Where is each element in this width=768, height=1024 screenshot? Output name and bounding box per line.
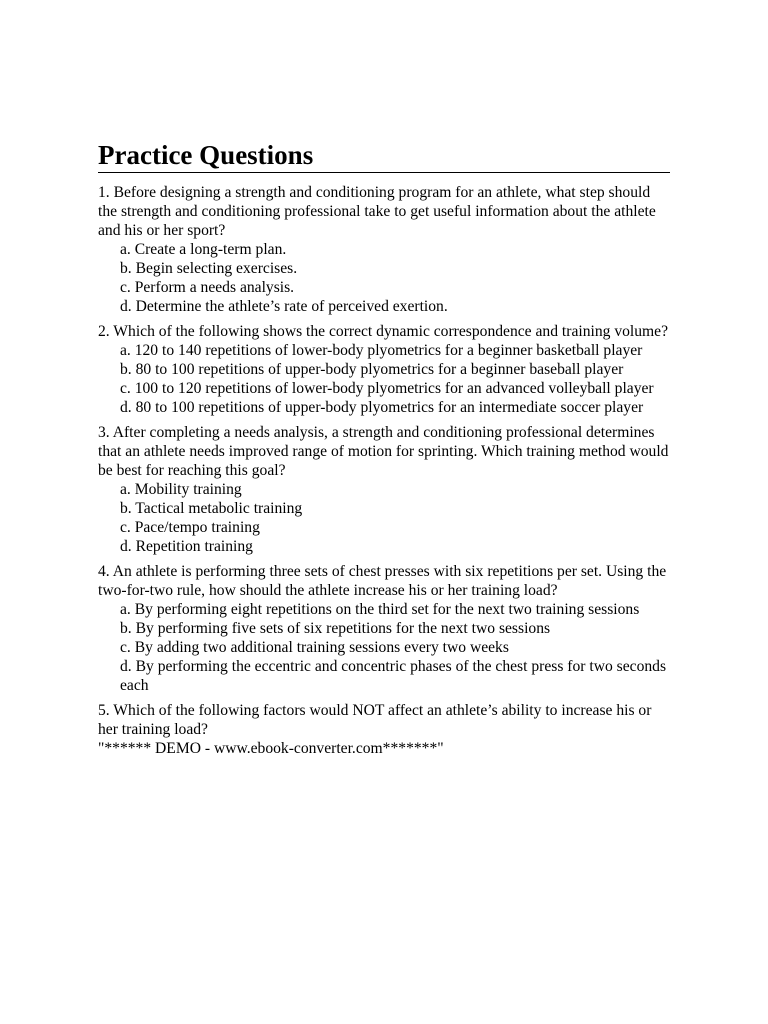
option-c: c. By adding two additional training sessions every two weeks	[120, 639, 509, 656]
option-d: d. Repetition training	[120, 538, 253, 555]
question-text: 3. After completing a needs analysis, a strength and conditioning professional determines that an athlete needs improved range of motion for sprinting. Which training method would be best for reaching this goal?	[98, 424, 669, 479]
option-d: d. Determine the athlete’s rate of perceived exertion.	[120, 298, 448, 315]
option-d: d. 80 to 100 repetitions of upper-body plyometrics for an intermediate soccer player	[120, 399, 644, 416]
option-a: a. Mobility training	[120, 481, 242, 498]
option-b: b. 80 to 100 repetitions of upper-body plyometrics for a beginner baseball player	[120, 361, 624, 378]
page-title: Practice Questions	[98, 140, 670, 173]
option-c: c. 100 to 120 repetitions of lower-body plyometrics for an advanced volleyball player	[120, 380, 654, 397]
option-c: c. Perform a needs analysis.	[120, 279, 295, 296]
option-d: d. By performing the eccentric and concentric phases of the chest press for two seconds each	[120, 658, 667, 694]
question-3	[98, 423, 670, 556]
option-list	[98, 480, 670, 556]
option-list	[98, 341, 670, 417]
question-1	[98, 183, 670, 316]
question-text: 5. Which of the following factors would NOT affect an athlete’s ability to increase his or her training load?	[98, 702, 652, 738]
option-c: c. Pace/tempo training	[120, 519, 260, 536]
question-text: 4. An athlete is performing three sets of chest presses with six repetitions per set. Using the two-for-two rule, how should the athlete increase his or her training load?	[98, 563, 667, 599]
option-b: b. Tactical metabolic training	[120, 500, 303, 517]
option-a: a. 120 to 140 repetitions of lower-body plyometrics for a beginner basketball player	[120, 342, 643, 359]
question-2	[98, 322, 670, 417]
demo-watermark-text: "****** DEMO - www.ebook-converter.com*******"	[98, 740, 444, 757]
question-list	[98, 183, 670, 758]
question-5	[98, 701, 670, 739]
option-list	[98, 600, 670, 695]
option-a: a. Create a long-term plan.	[120, 241, 287, 258]
option-a: a. By performing eight repetitions on the third set for the next two training sessions	[120, 601, 640, 618]
question-text: 2. Which of the following shows the correct dynamic correspondence and training volume?	[98, 323, 669, 340]
question-4	[98, 562, 670, 695]
option-b: b. By performing five sets of six repetitions for the next two sessions	[120, 620, 551, 637]
question-text: 1. Before designing a strength and conditioning program for an athlete, what step should the strength and conditioning professional take to get useful information about the athlete and his or her sport?	[98, 184, 656, 239]
option-list	[98, 240, 670, 316]
document-page	[98, 140, 670, 758]
option-b: b. Begin selecting exercises.	[120, 260, 298, 277]
